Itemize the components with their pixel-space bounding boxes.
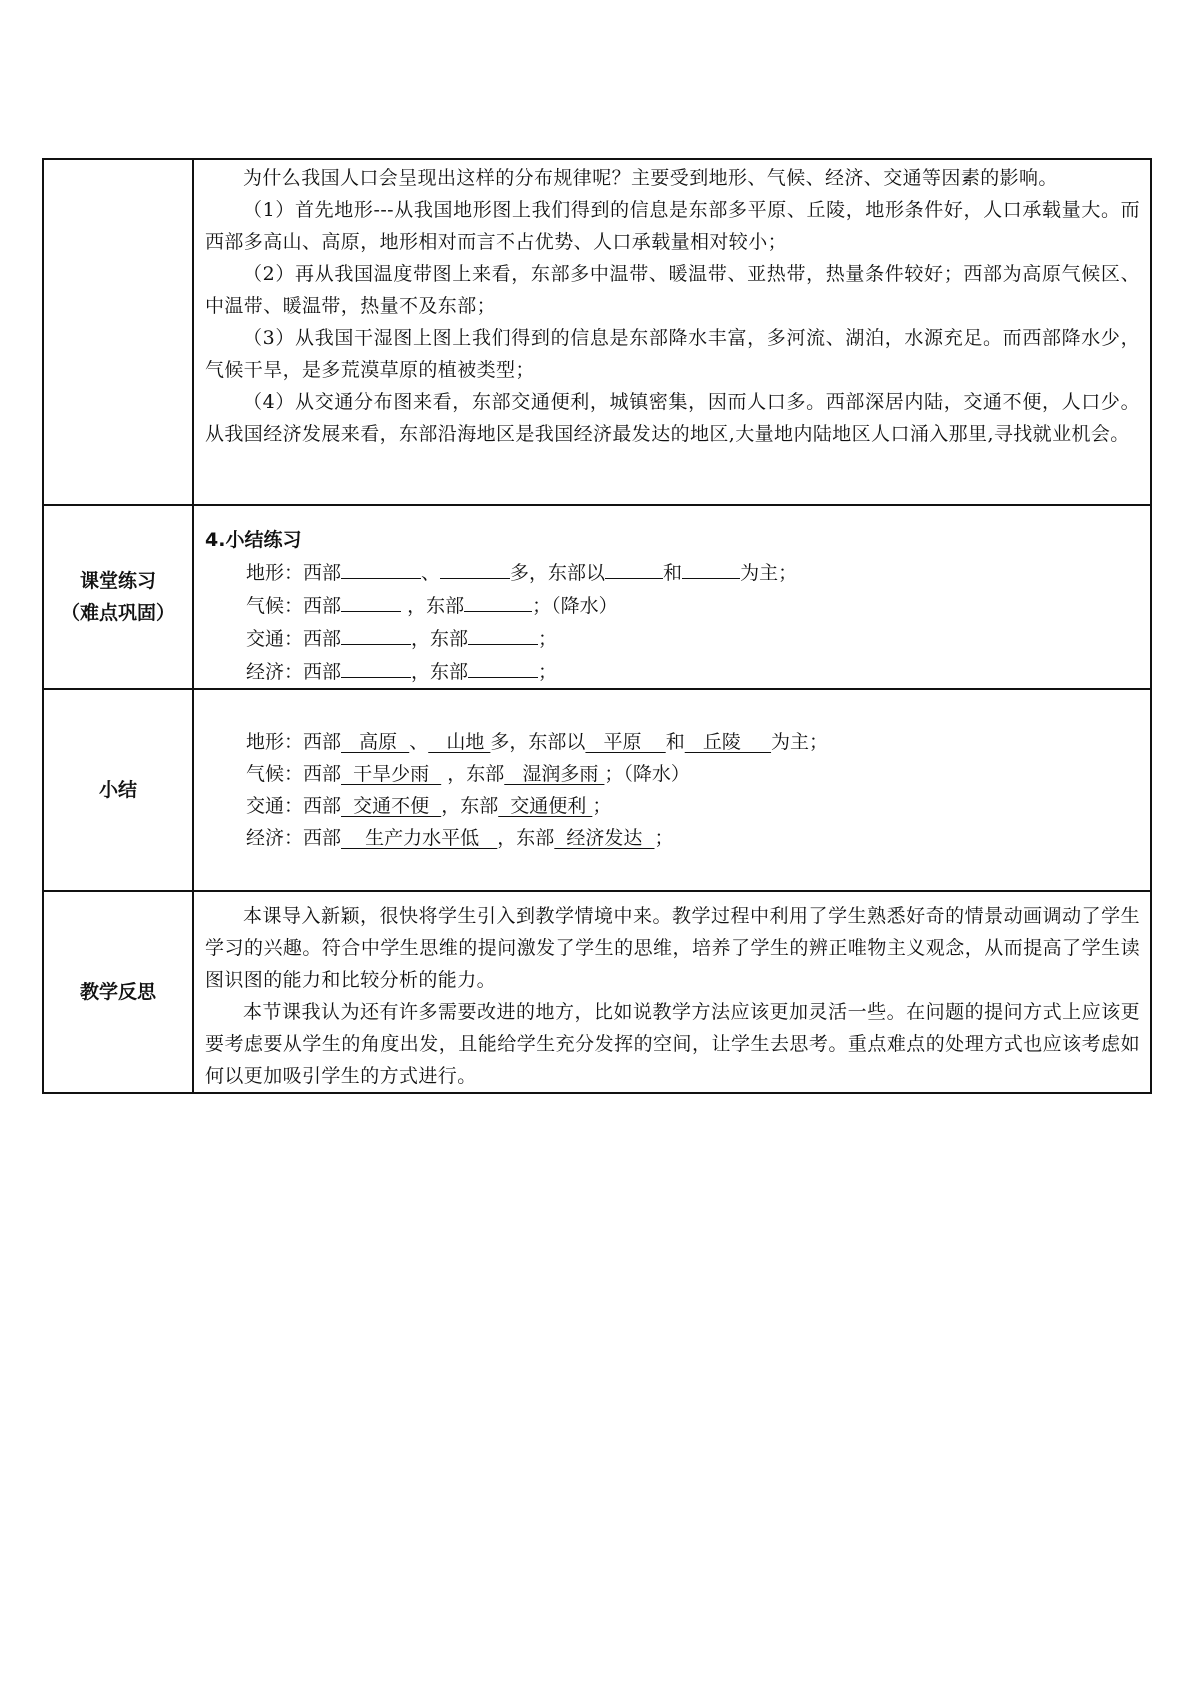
blank[interactable]	[341, 655, 411, 678]
practice-label	[43, 505, 193, 689]
reflection-row	[43, 891, 1151, 1093]
summary-traffic-line: 交通：西部 交通不便 ，东部 交通便利 ；	[246, 795, 612, 817]
blank[interactable]	[440, 556, 510, 579]
answer: 干旱少雨	[341, 763, 442, 785]
practice-traffic-line: 交通：西部 ，东部 ；	[205, 622, 1140, 655]
answer: 平原	[585, 731, 666, 753]
answer: 山地	[428, 731, 491, 753]
summary-climate-line: 气候：西部 干旱少雨 ，东部 湿润多雨 ；（降水）	[246, 763, 690, 785]
blank[interactable]	[341, 622, 411, 645]
reason-paragraph: （2）再从我国温度带图上来看，东部多中温带、暖温带、亚热带，热量条件较好；西部为高原气候区、中温带、暖温带，热量不及东部；	[205, 263, 1140, 317]
blank[interactable]	[341, 556, 421, 579]
reason-row	[43, 159, 1151, 505]
reason-paragraph: 为什么我国人口会呈现出这样的分布规律呢？主要受到地形、气候、经济、交通等因素的影响。	[243, 167, 1058, 189]
answer: 高原	[341, 731, 410, 753]
reason-paragraph: （1）首先地形---从我国地形图上我们得到的信息是东部多平原、丘陵，地形条件好，人口承载量大。而西部多高山、高原，地形相对而言不占优势、人口承载量相对较小；	[205, 199, 1140, 253]
reason-paragraph: （3）从我国干湿图上图上我们得到的信息是东部降水丰富，多河流、湖泊，水源充足。而西部降水少，气候干旱，是多荒漠草原的植被类型；	[205, 327, 1140, 381]
answer: 经济发达	[554, 827, 655, 849]
blank[interactable]	[605, 556, 663, 579]
blank[interactable]	[468, 655, 538, 678]
reason-row-content	[193, 159, 1151, 505]
blank[interactable]	[682, 556, 740, 579]
blank[interactable]	[341, 589, 401, 612]
reflection-paragraph: 本课导入新颖，很快将学生引入到教学情境中来。教学过程中利用了学生熟悉好奇的情景动画调动了学生学习的兴趣。符合中学生思维的提问激发了学生的思维，培养了学生的辨正唯物主义观念，从而提高了学生读图识图的能力和比较分析的能力。	[205, 905, 1140, 991]
practice-label-line1: 课堂练习	[79, 570, 156, 592]
practice-heading: 4.小结练习	[205, 529, 302, 551]
answer: 湿润多雨	[504, 763, 605, 785]
answer: 交通不便	[341, 795, 442, 817]
summary-content	[193, 689, 1151, 891]
reason-row-label	[43, 159, 193, 505]
practice-climate-line: 气候：西部 ，东部 ；（降水）	[205, 589, 1140, 622]
blank[interactable]	[464, 589, 532, 612]
answer: 丘陵	[684, 731, 772, 753]
answer: 交通便利	[498, 795, 593, 817]
summary-economy-line: 经济：西部 生产力水平低 ，东部 经济发达 ；	[246, 827, 674, 849]
reflection-paragraph: 本节课我认为还有许多需要改进的地方，比如说教学方法应该更加灵活一些。在问题的提问方式上应该更要考虑要从学生的角度出发，且能给学生充分发挥的空间，让学生去思考。重点难点的处理方式也应该考虑如何以更加吸引学生的方式进行。	[205, 1001, 1140, 1087]
reflection-label: 教学反思	[43, 891, 193, 1093]
practice-terrain-line: 地形：西部 、 多，东部以 和 为主；	[205, 556, 1140, 589]
answer: 生产力水平低	[341, 827, 498, 849]
summary-label: 小结	[43, 689, 193, 891]
practice-content	[193, 505, 1151, 689]
blank[interactable]	[468, 622, 538, 645]
summary-terrain-line: 地形：西部 高原 、 山地 多，东部以 平原 和 丘陵 为主；	[246, 731, 829, 753]
practice-label-line2: （难点巩固）	[60, 602, 175, 624]
summary-row	[43, 689, 1151, 891]
reason-paragraph: （4）从交通分布图来看，东部交通便利，城镇密集，因而人口多。西部深居内陆，交通不便，人口少。从我国经济发展来看，东部沿海地区是我国经济最发达的地区,大量地内陆地区人口涌入那里,寻找就业机会。	[205, 391, 1140, 445]
practice-row	[43, 505, 1151, 689]
lesson-plan-table	[42, 158, 1152, 1094]
practice-economy-line: 经济：西部 ，东部 ；	[205, 655, 1140, 688]
reflection-content	[193, 891, 1151, 1093]
